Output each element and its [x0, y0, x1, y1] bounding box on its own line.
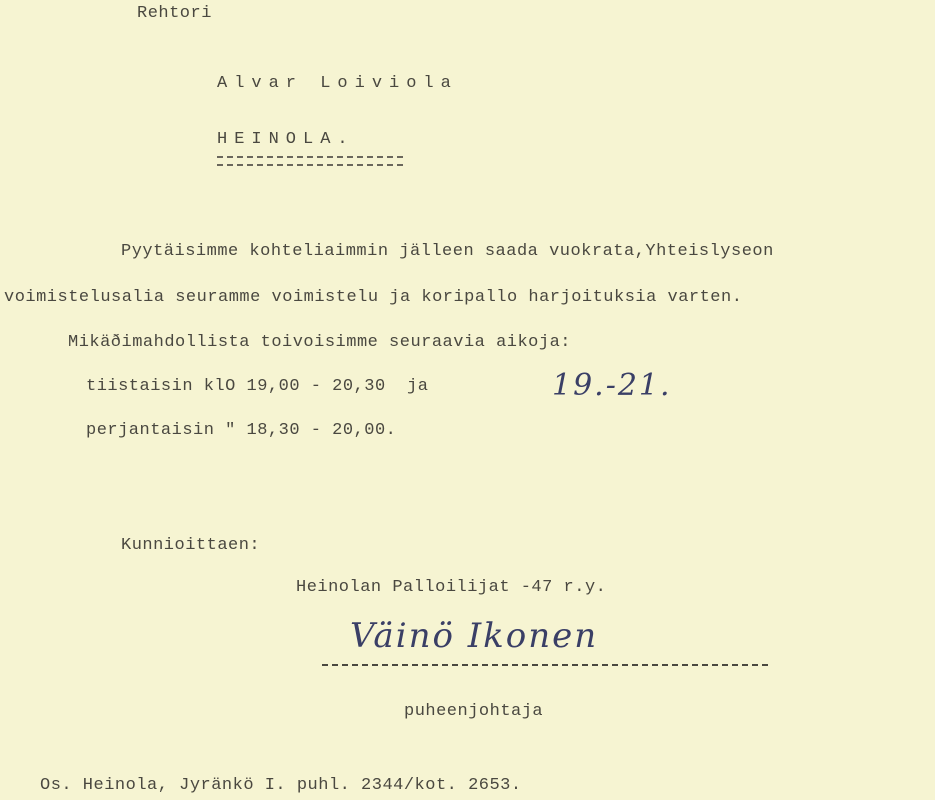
organization-name: Heinolan Palloilijat -47 r.y.: [296, 578, 607, 597]
handwritten-time-note: 19.-21.: [552, 368, 672, 403]
body-line-2: voimistelusalia seuramme voimistelu ja koripallo harjoituksia varten.: [4, 288, 743, 307]
recipient-name: Alvar Loiviola: [217, 74, 458, 93]
closing-greeting: Kunnioittaen:: [121, 536, 261, 555]
body-line-1: Pyytäisimme kohteliaimmin jälleen saada vuokrata,Yhteislyseon: [121, 242, 774, 261]
footer-address: Os. Heinola, Jyränkö I. puhl. 2344/kot. 2653.: [40, 776, 522, 795]
recipient-city: HEINOLA.: [217, 130, 355, 149]
recipient-title: Rehtori: [137, 4, 212, 23]
city-double-underline: [217, 156, 403, 166]
time-row-tuesday: tiistaisin klO 19,00 - 20,30 ja: [86, 377, 429, 396]
body-line-3: Mikäðimahdollista toivoisimme seuraavia aikoja:: [68, 333, 571, 352]
signer-role: puheenjohtaja: [404, 702, 544, 721]
handwritten-signature: Väinö Ikonen: [350, 616, 599, 656]
time-row-friday: perjantaisin " 18,30 - 20,00.: [86, 421, 397, 440]
signature-line: [322, 664, 768, 666]
